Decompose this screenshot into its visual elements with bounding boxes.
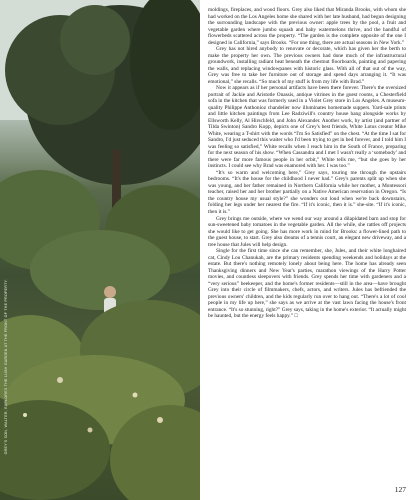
article-body bbox=[208, 7, 406, 485]
article-paragraph: “It's so warm and welcoming here,” Grey says, touring me through the upstairs bedrooms. “It's the house for the childhood I never had.” Grey's parents split up when she was young, and her father remained in Northern California while her mother, a Montessori teacher, raised her and her brother partially on a Native American reservation in Oregon. “Is the country house my usual style?” she wonders out loud when we're back downstairs, folding her legs under her nearest the fire. “If it's iconic, then it is.” she-site. “If it's iconic, then it is.” bbox=[208, 169, 406, 215]
article-paragraph: Grey brings me outside, where we wend our way around a dilapidated barn and stop for sun-sweetened baby tomatoes in the vegetable garden. All the while, she rattles off projects she would like to get going. She has more work in mind for Brooks: a flower-lined path to the guest house, to start. Grey also dreams of a tennis court, an elegant new driveway, and a tree house that Jules will help design. bbox=[208, 215, 406, 248]
article-paragraph: Grey has not hired anybody to renovate or decorate, which has given her the berth to make the property her own. The previous owners had done much of the infrastructural groundwork, installing radiant heat beneath the chestnut floorboards, painting and papering the walls, and replacing windowpanes with historic glass. With all of that out of the way, Grey was free to take her furniture out of storage and spend days arranging it. “It was emotional,” she recalls. “So much of my stuff is from my life with Brad.” bbox=[208, 46, 406, 85]
garden-foliage-illustration bbox=[0, 0, 200, 500]
garden-photo bbox=[0, 0, 200, 500]
article-paragraph: Single for the first time since she can remember, she, Jules, and their white longhaired cat, Cindy Lou Chanukah, are the primary residents spending weekends and holidays at the estate. But there's nothing remotely lonely about being here. The home has already seen Thanksgiving dinners and New Year's parties, marathon viewings of the Harry Potter movies, and countless sleepovers with friends. Grey spends her time with gardeners and a “very serious” beekeeper, and the home's former residents—still in the area—have brought Grey into their circle of filmmakers, chefs, actors, and writers. Jules has befriended the previous owners' children, and the kids regularly run over to hang out. “There's a lot of cool people in my life up here,” she says as we arrive at the vast lawn facing the house's front entrance. “It's so stunning, right?” Grey says, taking in the home's exterior. “It actually might be haunted, but the energy feels happy.” □ bbox=[208, 248, 406, 320]
article-paragraph: moldings, fireplaces, and wood floors. Grey also liked that Miranda Brooks, with whom she had worked on the Los Angeles home she shared with her late husband, had begun designing the surrounding landscape with the previous owner: apple trees by the pool, a fruit and vegetable garden where jumbo squash and baby watermelons thrive, and the handful of flowerbeds scattered across the property. “The garden is the complete opposite of the one I designed in California,” says Brooks. “For one thing, there are actual seasons in New York.” bbox=[208, 7, 406, 46]
page-number: 127 bbox=[394, 485, 406, 494]
photo-credit: GREY'S SON, WALTER, EXPLORES THE LUSH GARDEN AT THE FRONT OF THE PROPERTY. bbox=[4, 278, 8, 454]
article-paragraph: Now it appears as if her personal artifacts have been there forever. There's the oversized portrait of Jackie and Aristotle Onassis, antique vitrines in the guest rooms, a Chesterfield sofa in the kitchen that was formerly used in a Violet Grey store in Los Angeles. A museum-quality Philippe Anthonioz chandelier now illuminates homemade suppers. Yard-sale prints and little kitchen paintings from Lee Radziwill's country house hang alongside works by Ellsworth Kelly, Al Hirschfeld, and John Alexander. Another work, by artist (and partner of Tilda Swinton) Sandro Kopp, depicts one of Grey's best friends, White Lotus creator Mike White, wearing a T-shirt with the words “I'm So Satisfied” on the chest. “At the time I sat for Sandro, I'd just seduced this waiter who I'd been trying to get in bed forever, and I told him I was feeling so satisfied,” White recalls when I reach him in the South of France, preparing for the next season of his show. “When Cassandra and I met I wasn't really a ‘somebody’ and there were far more famous people in her orbit,” White tells me, “but she goes by her instincts. I could see why Brad was enamored with her. I was too.” bbox=[208, 85, 406, 170]
